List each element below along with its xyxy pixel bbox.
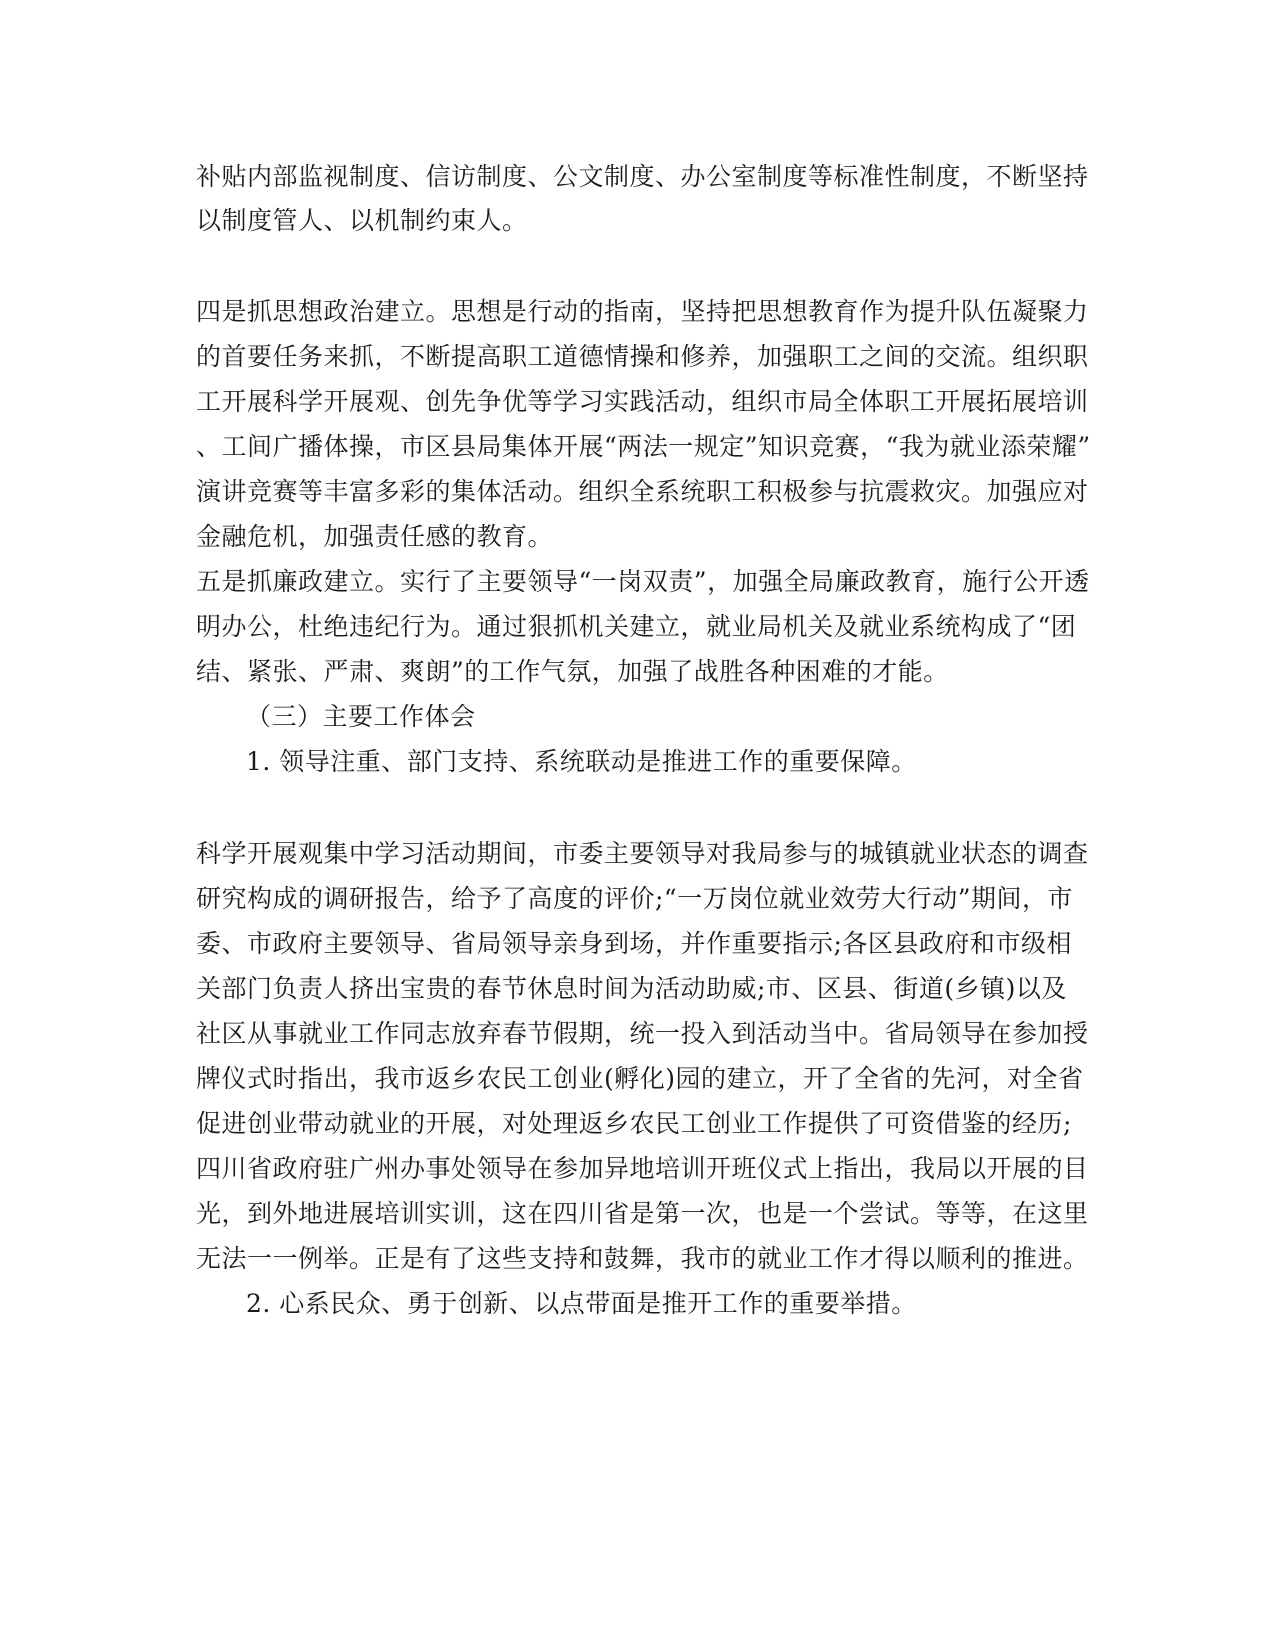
subsection-heading: 1. 领导注重、部门支持、系统联动是推进工作的重要保障。	[246, 747, 917, 776]
text-line: 关部门负责人挤出宝贵的春节休息时间为活动助威;市、区县、街道(乡镇)以及	[196, 974, 1067, 1003]
text-line: 牌仪式时指出，我市返乡农民工创业(孵化)园的建立，开了全省的先河，对全省	[196, 1064, 1084, 1093]
text-line: 五是抓廉政建立。实行了主要领导“一岗双责”，加强全局廉政教育，施行公开透	[196, 567, 1090, 596]
text-line: 促进创业带动就业的开展，对处理返乡农民工创业工作提供了可资借鉴的经历;	[196, 1109, 1072, 1138]
text-line: 社区从事就业工作同志放弃春节假期，统一投入到活动当中。省局领导在参加授	[196, 1019, 1089, 1048]
text-line: 光，到外地进展培训实训，这在四川省是第一次，也是一个尝试。等等，在这里	[196, 1199, 1089, 1228]
text-line: 结、紧张、严肃、爽朗”的工作气氛，加强了战胜各种困难的才能。	[196, 657, 949, 686]
text-line: 工开展科学开展观、创先争优等学习实践活动，组织市局全体职工开展拓展培训	[196, 387, 1089, 416]
section-heading: （三）主要工作体会	[246, 702, 476, 731]
subsection-heading: 2. 心系民众、勇于创新、以点带面是推开工作的重要举措。	[246, 1289, 917, 1318]
text-line: 的首要任务来抓，不断提高职工道德情操和修养，加强职工之间的交流。组织职	[196, 342, 1089, 371]
text-line: 演讲竞赛等丰富多彩的集体活动。组织全系统职工积极参与抗震救灾。加强应对	[196, 477, 1089, 506]
text-line: 补贴内部监视制度、信访制度、公文制度、办公室制度等标准性制度，不断坚持	[196, 162, 1089, 191]
text-line: 以制度管人、以机制约束人。	[196, 206, 528, 235]
text-line: 科学开展观集中学习活动期间，市委主要领导对我局参与的城镇就业状态的调查	[196, 839, 1089, 868]
text-line: 金融危机，加强责任感的教育。	[196, 522, 554, 551]
text-line: 、工间广播体操，市区县局集体开展“两法一规定”知识竞赛，“我为就业添荣耀”	[196, 432, 1091, 461]
text-line: 明办公，杜绝违纪行为。通过狠抓机关建立，就业局机关及就业系统构成了“团	[196, 612, 1077, 641]
text-line: 研究构成的调研报告，给予了高度的评价;“一万岗位就业效劳大行动”期间，市	[196, 884, 1073, 913]
text-line: 四川省政府驻广州办事处领导在参加异地培训开班仪式上指出，我局以开展的目	[196, 1154, 1089, 1183]
text-line: 无法一一例举。正是有了这些支持和鼓舞，我市的就业工作才得以顺利的推进。	[196, 1244, 1089, 1273]
text-line: 四是抓思想政治建立。思想是行动的指南，坚持把思想教育作为提升队伍凝聚力	[196, 297, 1089, 326]
text-line: 委、市政府主要领导、省局领导亲身到场，并作重要指示;各区县政府和市级相	[196, 929, 1072, 958]
